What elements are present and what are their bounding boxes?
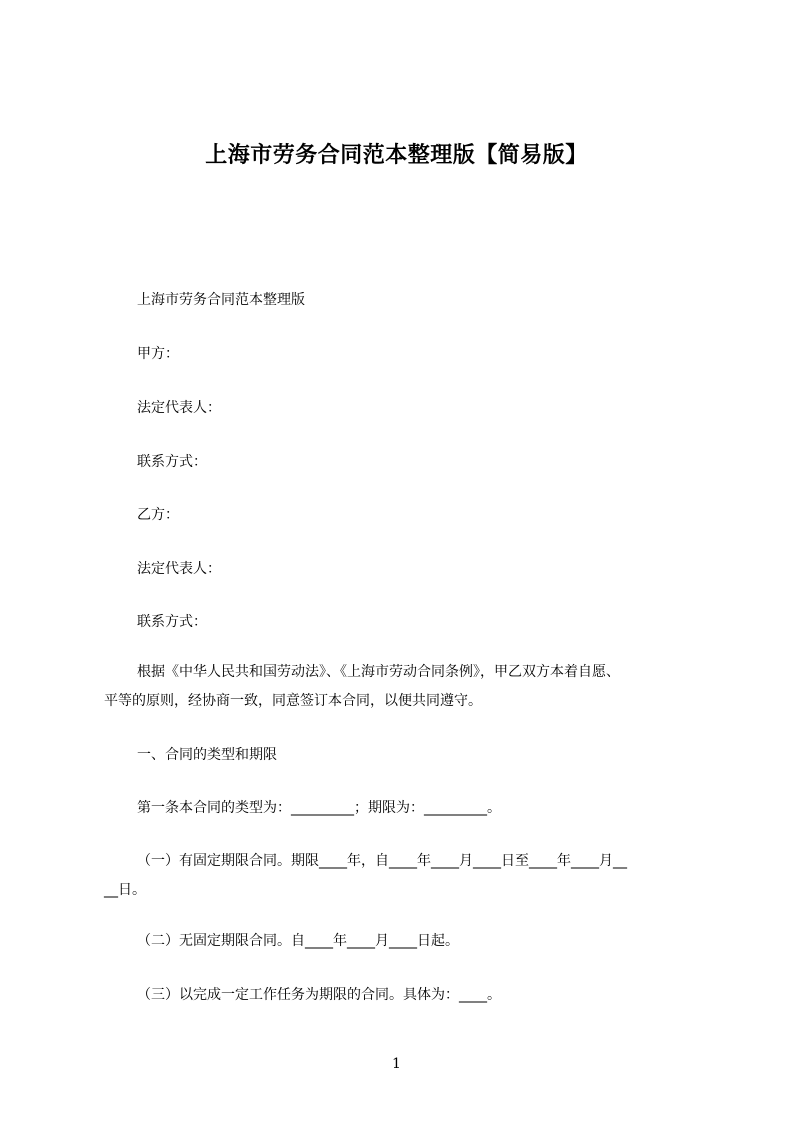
party-a-representative-label: 法定代表人：	[137, 400, 221, 416]
item-1-line-2: __日。	[104, 882, 146, 898]
preamble-line-1: 根据《中华人民共和国劳动法》、《上海市劳动合同条例》，甲乙双方本着自愿、	[137, 664, 620, 680]
item-3: （三）以完成一定工作任务为期限的合同。具体为：____。	[137, 987, 501, 1003]
item-1-line-1: （一）有固定期限合同。期限____年，自____年____月____日至____年____月__	[137, 853, 627, 869]
article-1: 第一条本合同的类型为：_________；期限为：_________。	[137, 800, 501, 816]
party-b-contact-label: 联系方式：	[137, 614, 207, 630]
party-b-label: 乙方：	[137, 507, 179, 523]
document-title: 上海市劳务合同范本整理版【简易版】	[205, 143, 588, 168]
document-subtitle: 上海市劳务合同范本整理版	[137, 292, 305, 308]
preamble-paragraph	[104, 658, 704, 716]
party-a-label: 甲方：	[137, 346, 179, 362]
page-number: 1	[392, 1056, 401, 1072]
item-1-paragraph	[104, 847, 704, 905]
party-a-contact-label: 联系方式：	[137, 454, 207, 470]
item-2: （二）无固定期限合同。自____年____月____日起。	[137, 933, 459, 949]
preamble-line-2: 平等的原则，经协商一致，同意签订本合同，以便共同遵守。	[104, 693, 482, 709]
section-1-heading: 一、合同的类型和期限	[137, 747, 277, 763]
party-b-representative-label: 法定代表人：	[137, 561, 221, 577]
